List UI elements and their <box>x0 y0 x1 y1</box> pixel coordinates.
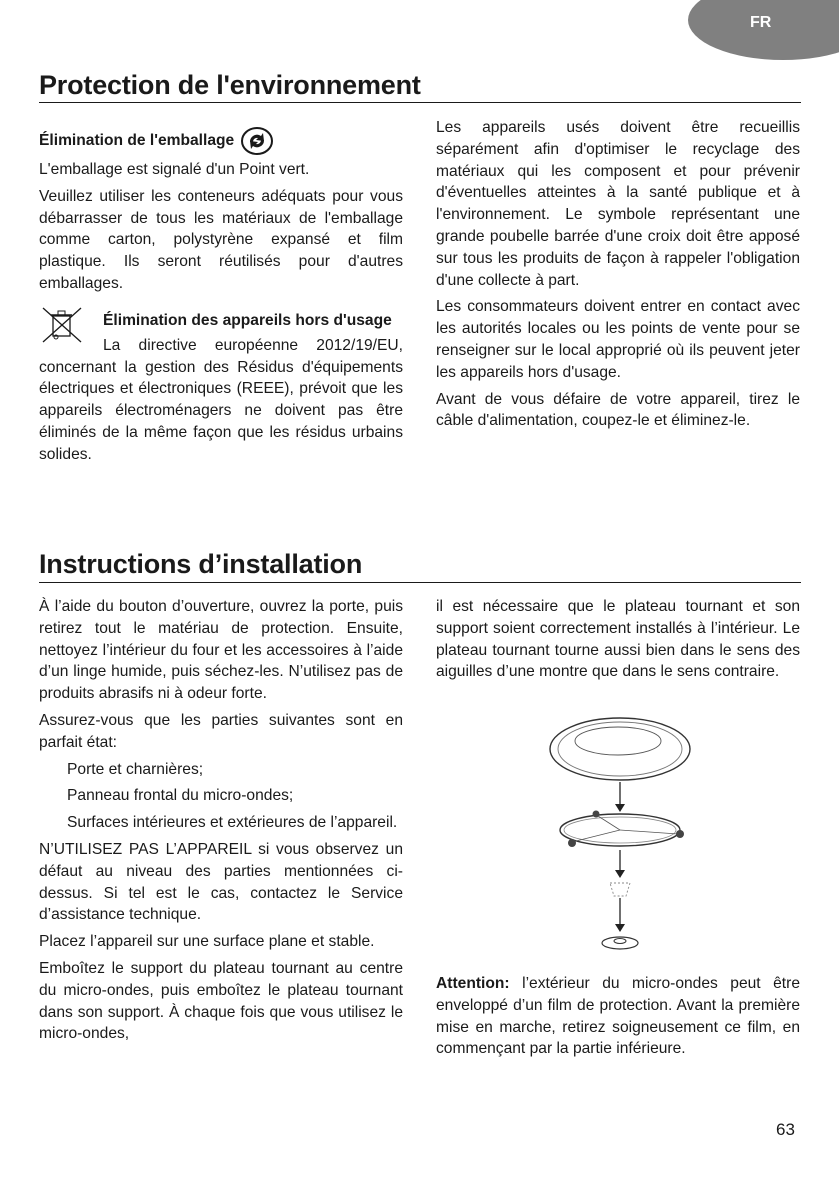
section-title-environment: Protection de l'environnement <box>39 70 421 100</box>
attention-label: Attention: <box>436 975 510 992</box>
installation-paragraph-5: Emboîtez le support du plateau tournant au centre du micro-ondes, puis emboîtez le plateau tournant dans son support. À chaque fois que vous utilisez le micro-ondes, <box>39 959 403 1043</box>
page-number: 63 <box>776 1120 795 1139</box>
environment-left-column <box>39 126 403 471</box>
installation-paragraph-4: Placez l’appareil sur une surface plane et stable. <box>39 933 375 951</box>
language-label: FR <box>750 14 772 31</box>
environment-right-column <box>436 117 800 437</box>
cable-cut-paragraph: Avant de vous défaire de votre appareil, tirez le câble d'alimentation, coupez-le et éliminez-le. <box>436 390 800 430</box>
packaging-heading: Élimination de l'emballage <box>39 126 403 156</box>
list-item: Surfaces intérieures et extérieures de l’appareil. <box>67 814 398 832</box>
packaging-paragraph-2: Veuillez utiliser les conteneurs adéquats pour vous débarrasser de tous les matériaux de l'emballage comme carton, polystyrène expansé et film plastique. Ils seront réutilisés pour d'autres emballages. <box>39 187 403 292</box>
packaging-paragraph-1: L'emballage est signalé d'un Point vert. <box>39 161 310 178</box>
list-item: Porte et charnières; <box>67 760 204 778</box>
weee-heading: Élimination des appareils hors d'usage <box>39 310 403 332</box>
section-divider <box>39 582 801 583</box>
list-item: Panneau frontal du micro-ondes; <box>67 787 294 805</box>
green-dot-icon <box>240 126 274 156</box>
installation-right-column <box>436 596 800 688</box>
consumer-contact-paragraph: Les consommateurs doivent entrer en contact avec les autorités locales ou les points de vente pour se renseigner sur le local approprié où ils peuvent jeter les appareils hors d'usage. <box>436 298 800 381</box>
installation-left-column <box>39 596 403 1050</box>
turntable-paragraph: il est nécessaire que le plateau tournant et son support soient correctement installés à l’intérieur. Le plateau tournant tourne aussi bien dans le sens des aiguilles d’une montre que dans le sens contraire. <box>436 598 800 681</box>
attention-note <box>436 973 800 1065</box>
section-divider <box>39 102 801 103</box>
turntable-assembly-illustration <box>540 716 700 956</box>
crossed-bin-icon <box>39 306 85 344</box>
attention-text: l’extérieur du micro-ondes peut être enveloppé d’un film de protection. Avant la première mise en marche, retirez soigneusement ce film, en commençant par la partie inférieure. <box>436 975 800 1058</box>
weee-paragraph: La directive européenne 2012/19/EU, concernant la gestion des Résidus d'équipements électriques et électroniques (REEE), prévoit que les appareils électroménagers ne doivent pas être éliminés de la même façon que les résidus urbains solides. <box>39 336 403 463</box>
installation-paragraph-1: À l’aide du bouton d’ouverture, ouvrez la porte, puis retirez tout le matériau de protection. Ensuite, nettoyez l’intérieur du four et les accessoires à l’aide d’un linge humide, puis séchez-les. N’utilisez pas de produits abrasifs ni à odeur forte. <box>39 598 403 703</box>
language-tab <box>688 0 839 60</box>
weee-collection-paragraph: Les appareils usés doivent être recueillis séparément afin d'optimiser le recyclage des matériaux qui les composent et pour prévenir d'éventuelles atteintes à la santé publique et à l'environnement. Le symbole représentant une grande poubelle barrée d'une croix doit être apposé sur tous les produits de façon à rappeler l'obligation d'une collecte à part. <box>436 119 800 289</box>
section-title-installation: Instructions d’installation <box>39 549 363 579</box>
installation-warning-paragraph: N’UTILISEZ PAS L’APPAREIL si vous observez un défaut au niveau des parties mentionnées ci-dessus. Si tel est le cas, contactez le Service d’assistance technique. <box>39 840 403 924</box>
installation-paragraph-2: Assurez-vous que les parties suivantes sont en parfait état: <box>39 711 403 751</box>
